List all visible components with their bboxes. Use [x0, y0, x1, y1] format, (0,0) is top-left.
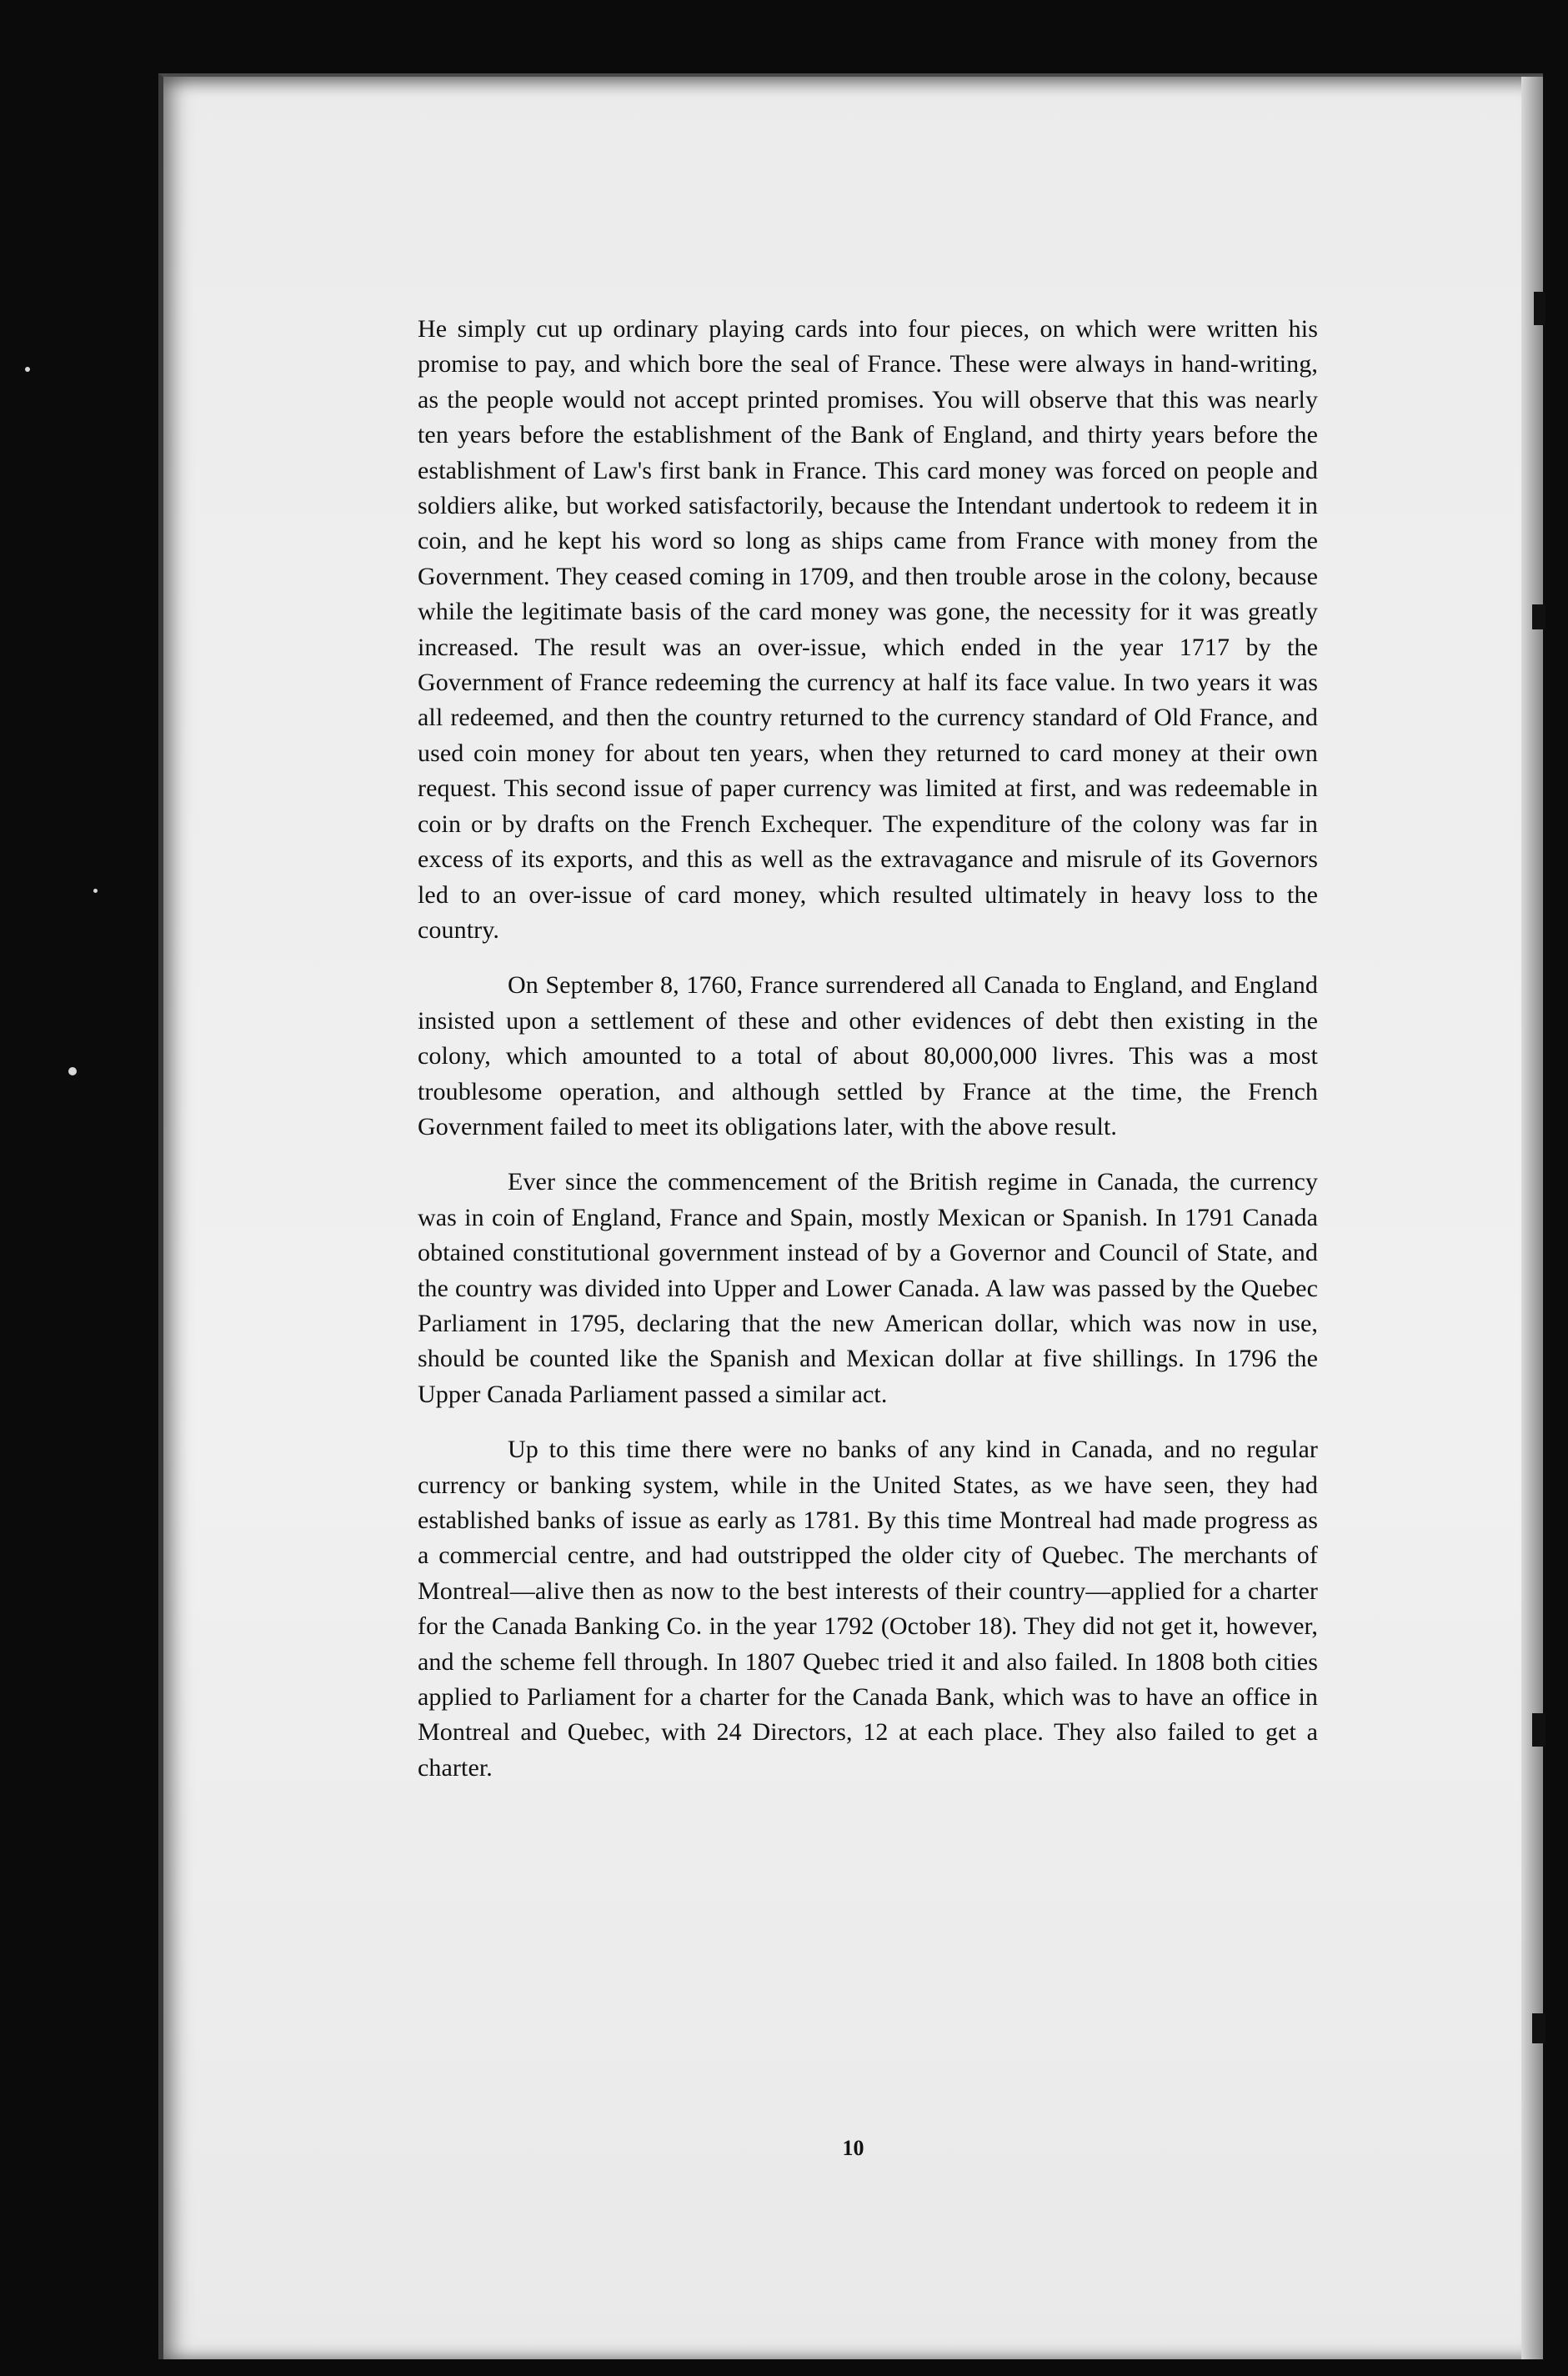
scan-speck — [25, 367, 30, 372]
scan-speck — [93, 889, 98, 893]
scan-mark — [1532, 2013, 1545, 2043]
paragraph-1: He simply cut up ordinary playing cards into four pieces, on which were written his promise to pay, and which bore the seal of France. These were always in hand-writing, as the people would not accept printed promises. You will observe that this was nearly ten years before the establishment of the Bank of England, and thirty years before the establishment of Law's first bank in France. This card money was forced on people and soldiers alike, but worked satisfactorily, because the Intendant undertook to redeem it in coin, and he kept his word so long as ships came from France with money from the Government. They ceased coming in 1709, and then trouble arose in the colony, because while the legitimate basis of the card money was gone, the necessity for it was greatly increased. The result was an over-issue, which ended in the year 1717 by the Government of France redeeming the currency at half its face value. In two years it was all redeemed, and then the country returned to the currency standard of Old France, and used coin money for about ten years, when they returned to card money at their own request. This second issue of paper currency was limited at first, and was redeemable in coin or by drafts on the French Exchequer. The expenditure of the colony was far in excess of its exports, and this as well as the extravagance and misrule of its Governors led to an over-issue of card money, which resulted ultimately in heavy loss to the country. — [418, 315, 1318, 944]
scan-mark — [1532, 604, 1545, 629]
page-number: 10 — [842, 2136, 864, 2160]
scan-speck — [68, 1067, 77, 1075]
scanned-page — [158, 73, 1543, 2359]
paragraph-2: On September 8, 1760, France surrendered all Canada to England, and England insisted upon a settlement of these and other evidences of debt then existing in the colony, which amounted to a total of about 80,000,000 livres. This was a most troublesome operation, and although settled by France at the time, the French Government failed to meet its obligations later, with the above result. — [418, 971, 1318, 1140]
scan-mark — [1532, 1713, 1545, 1747]
scan-mark — [1534, 292, 1545, 325]
paragraph-3: Ever since the commencement of the British regime in Canada, the currency was in coin of England, France and Spain, mostly Mexican or Spanish. In 1791 Canada obtained constitutional government instead of by a Governor and Council of State, and the country was divided into Upper and Lower Canada. A law was passed by the Quebec Parliament in 1795, declaring that the new American dollar, which was now in use, should be counted like the Spanish and Mexican dollar at five shillings. In 1796 the Upper Canada Parliament passed a similar act. — [418, 1168, 1318, 1408]
body-text — [418, 312, 1318, 1786]
paragraph-4: Up to this time there were no banks of any kind in Canada, and no regular currency or banking system, while in the United States, as we have seen, they had established banks of issue as early as 1781. By this time Montreal had made progress as a commercial centre, and had outstripped the older city of Quebec. The merchants of Montreal—alive then as now to the best interests of their country—applied for a charter for the Canada Banking Co. in the year 1792 (October 18). They did not get it, however, and the scheme fell through. In 1807 Quebec tried it and also failed. In 1808 both cities applied to Parliament for a charter for the Canada Bank, which was to have an office in Montreal and Quebec, with 24 Directors, 12 at each place. They also failed to get a charter. — [418, 1436, 1318, 1782]
